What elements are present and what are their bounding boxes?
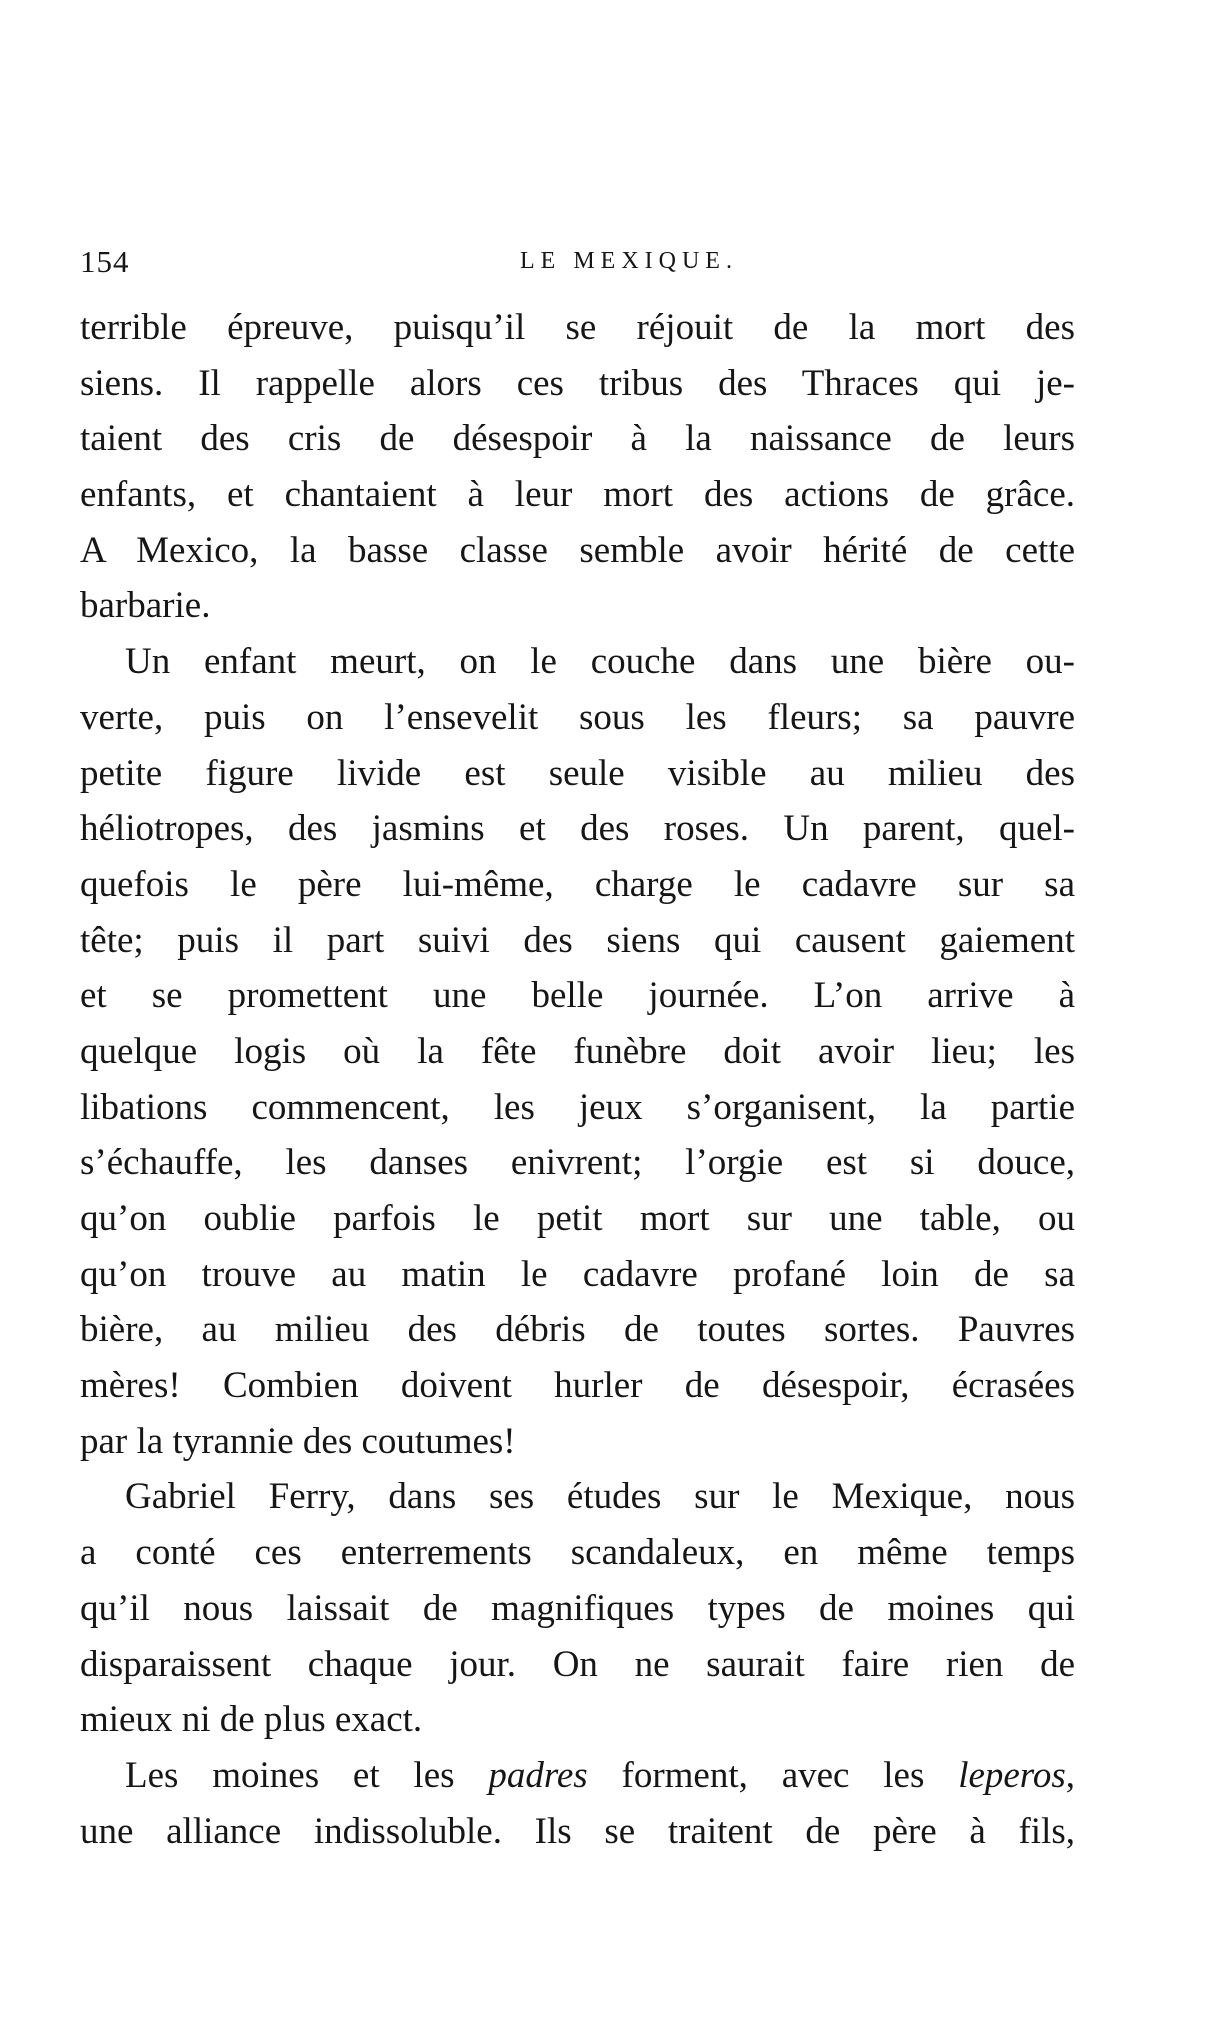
text-line: héliotropes, des jasmins et des roses. Un parent, quel- (80, 808, 1075, 850)
text-line: libations commencent, les jeux s’organisent, la partie (80, 1086, 1075, 1128)
text-line: a conté ces enterrements scandaleux, en même temps (80, 1532, 1075, 1574)
running-head: LE MEXIQUE. (520, 248, 738, 274)
text-line: quelque logis où la fête funèbre doit avoir lieu; les (80, 1030, 1075, 1072)
text-line: s’échauffe, les danses enivrent; l’orgie est si douce, (80, 1142, 1075, 1184)
text-line: par la tyrannie des coutumes! (80, 1420, 516, 1462)
text-line: une alliance indissoluble. Ils se traitent de père à fils, (80, 1810, 1075, 1852)
text-line: terrible épreuve, puisqu’il se réjouit de la mort des (80, 307, 1075, 348)
text-line: A Mexico, la basse classe semble avoir hérité de cette (80, 529, 1075, 571)
italic-term-padres: padres (488, 1754, 588, 1796)
text-line: siens. Il rappelle alors ces tribus des Thraces qui je- (80, 362, 1075, 404)
text-line: barbarie. (80, 585, 211, 627)
text-segment: Les moines et les (125, 1754, 489, 1796)
body-text (80, 300, 1075, 1859)
text-segment: forment, avec les (587, 1754, 959, 1796)
text-line: bière, au milieu des débris de toutes sortes. Pauvres (80, 1309, 1075, 1351)
text-line: enfants, et chantaient à leur mort des actions de grâce. (80, 474, 1075, 516)
page-header (80, 244, 1080, 284)
text-line: qu’il nous laissait de magnifiques types de moines qui (80, 1587, 1075, 1629)
text-line: Gabriel Ferry, dans ses études sur le Mexique, nous (125, 1476, 1075, 1518)
text-line: mieux ni de plus exact. (80, 1699, 423, 1741)
text-line: verte, puis on l’ensevelit sous les fleurs; sa pauvre (80, 696, 1075, 738)
text-line: et se promettent une belle journée. L’on arrive à (80, 975, 1075, 1017)
text-line: petite figure livide est seule visible au milieu des (80, 752, 1075, 794)
text-line: qu’on oublie parfois le petit mort sur une table, ou (80, 1198, 1075, 1239)
text-line: quefois le père lui-même, charge le cadavre sur sa (80, 863, 1075, 905)
text-line: mères! Combien doivent hurler de désespoir, écrasées (80, 1365, 1075, 1407)
text-line-mixed (80, 1748, 1075, 1804)
text-line: taient des cris de désespoir à la naissance de leurs (80, 418, 1075, 460)
italic-term-leperos: leperos (958, 1754, 1066, 1796)
text-line: tête; puis il part suivi des siens qui causent gaiement (80, 919, 1075, 961)
text-segment: , (1065, 1754, 1075, 1796)
text-line: qu’on trouve au matin le cadavre profané loin de sa (80, 1253, 1075, 1295)
text-line: disparaissent chaque jour. On ne saurait faire rien de (80, 1643, 1075, 1685)
text-line: Un enfant meurt, on le couche dans une bière ou- (125, 641, 1075, 683)
page-number: 154 (80, 244, 130, 279)
